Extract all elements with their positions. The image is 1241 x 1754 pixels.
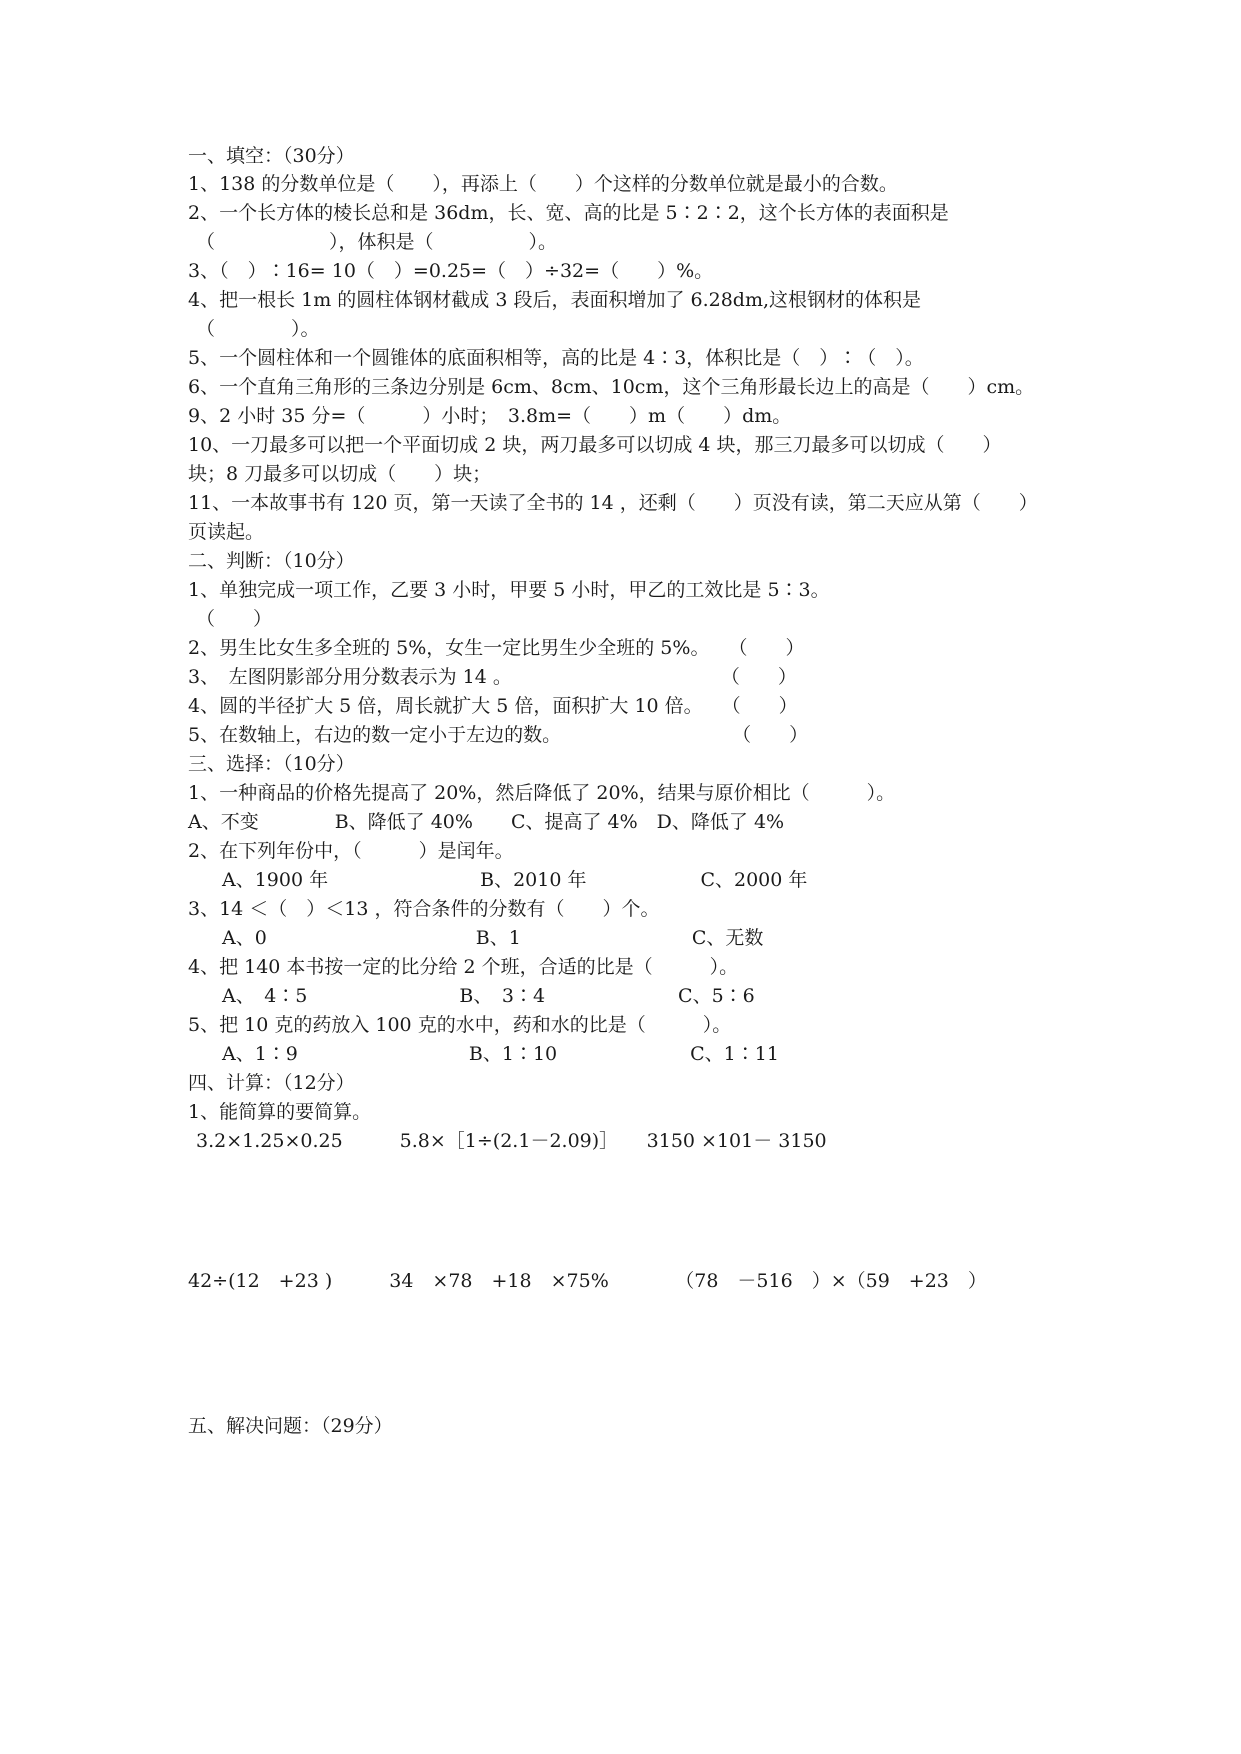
fill-q9: 9、2 小时 35 分=（ ）小时； 3.8m=（ ）m（ ）dm。 — [188, 405, 792, 427]
section-3-title: 三、选择：（10分） — [188, 753, 355, 775]
fill-q10: 10、一刀最多可以把一个平面切成 2 块，两刀最多可以切成 4 块，那三刀最多可以切成（ ） — [188, 434, 1002, 456]
fill-q2-cont: （ ），体积是（ ）。 — [196, 231, 558, 253]
fill-q11-cont: 页读起。 — [188, 521, 265, 543]
choice-q5-options: A、1∶9 B、1∶10 C、1∶11 — [222, 1043, 779, 1065]
judge-q3: 3、 左图阴影部分用分数表示为 14 。 （ ） — [188, 666, 797, 688]
judge-q2: 2、男生比女生多全班的 5%，女生一定比男生少全班的 5%。 （ ） — [188, 637, 805, 659]
judge-q4: 4、圆的半径扩大 5 倍，周长就扩大 5 倍，面积扩大 10 倍。 （ ） — [188, 695, 798, 717]
fill-q2: 2、一个长方体的棱长总和是 36dm，长、宽、高的比是 5∶2∶2，这个长方体的表面积是 — [188, 202, 949, 224]
calc-row-2: 42÷(12 +23 ) 34 ×78 +18 ×75% （78 －516 ）×（59 +23 ） — [188, 1270, 987, 1292]
calc-intro: 1、能简算的要简算。 — [188, 1101, 372, 1123]
choice-q3-options: A、0 B、1 C、无数 — [222, 927, 764, 949]
choice-q5: 5、把 10 克的药放入 100 克的水中，药和水的比是（ ）。 — [188, 1014, 732, 1036]
calc-row-1: 3.2×1.25×0.25 5.8×［1÷(2.1－2.09)］ 3150 ×101－ 3150 — [196, 1130, 827, 1152]
choice-q4-options: A、 4∶5 B、 3∶4 C、5∶6 — [222, 985, 755, 1007]
judge-q5: 5、在数轴上，右边的数一定小于左边的数。 （ ） — [188, 724, 809, 746]
choice-q1-options: A、不变 B、降低了 40% C、提高了 4% D、降低了 4% — [188, 811, 785, 833]
section-5-title: 五、解决问题：（29分） — [188, 1415, 393, 1437]
fill-q5: 5、一个圆柱体和一个圆锥体的底面积相等，高的比是 4∶3，体积比是（ ）∶（ ）。 — [188, 347, 924, 369]
fill-q11: 11、一本故事书有 120 页，第一天读了全书的 14 ，还剩（ ）页没有读，第二天应从第（ ） — [188, 492, 1038, 514]
choice-q2-options: A、1900 年 B、2010 年 C、2000 年 — [222, 869, 808, 891]
fill-q4-cont: （ ）。 — [196, 318, 320, 340]
section-1-title: 一、填空：（30分） — [188, 145, 355, 167]
fill-q10-cont: 块；8 刀最多可以切成（ ）块； — [188, 463, 492, 485]
choice-q4: 4、把 140 本书按一定的比分给 2 个班，合适的比是（ ）。 — [188, 956, 739, 978]
choice-q3: 3、14 ＜（ ）＜13 ，符合条件的分数有（ ）个。 — [188, 898, 660, 920]
choice-q2: 2、在下列年份中，（ ）是闰年。 — [188, 840, 514, 862]
fill-q6: 6、一个直角三角形的三条边分别是 6cm、8cm、10cm，这个三角形最长边上的高是（ ）cm。 — [188, 376, 1035, 398]
section-4-title: 四、计算：（12分） — [188, 1072, 355, 1094]
fill-q3: 3、（ ）∶16= 10（ ）=0.25=（ ）÷32=（ ）%。 — [188, 260, 714, 282]
judge-q1-cont: （ ） — [196, 608, 273, 630]
section-2-title: 二、判断：（10分） — [188, 550, 355, 572]
fill-q4: 4、把一根长 1m 的圆柱体钢材截成 3 段后，表面积增加了 6.28dm,这根钢材的体积是 — [188, 289, 922, 311]
judge-q1: 1、单独完成一项工作，乙要 3 小时，甲要 5 小时，甲乙的工效比是 5∶3。 — [188, 579, 830, 601]
fill-q1: 1、138 的分数单位是（ ），再添上（ ）个这样的分数单位就是最小的合数。 — [188, 173, 898, 195]
choice-q1: 1、一种商品的价格先提高了 20%，然后降低了 20%，结果与原价相比（ ）。 — [188, 782, 896, 804]
